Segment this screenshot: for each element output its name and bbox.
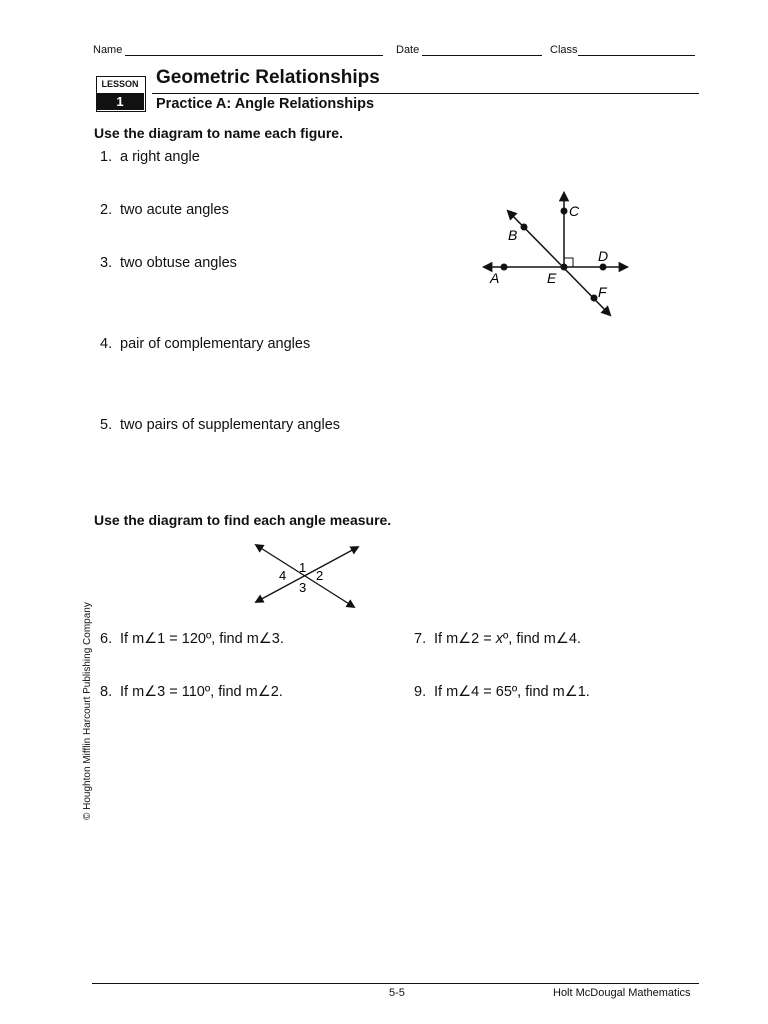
question-text-post: º, find m∠4.	[503, 631, 581, 647]
question-text: two pairs of supplementary angles	[120, 417, 341, 433]
angle-diagram-2	[248, 538, 363, 610]
name-label: Name	[93, 44, 123, 56]
question-text: If m∠3 = 110º, find m∠2.	[120, 684, 283, 700]
name-field	[93, 44, 383, 56]
question-number: 2.	[100, 202, 113, 218]
page-title: Geometric Relationships	[156, 67, 380, 88]
question-number: 9.	[414, 684, 427, 700]
section1-instruction: Use the diagram to name each figure.	[94, 125, 343, 141]
angle-label-3: 3	[299, 580, 307, 595]
question-text-pre: If m∠2 =	[434, 631, 496, 647]
question-text: two obtuse angles	[120, 255, 237, 271]
class-blank[interactable]	[578, 45, 695, 56]
label-e: E	[547, 270, 557, 286]
question-2	[100, 202, 229, 218]
angle-label-4: 4	[279, 568, 287, 583]
label-c: C	[569, 203, 580, 219]
question-number: 5.	[100, 417, 113, 433]
angle-label-1: 1	[299, 560, 307, 575]
question-number: 4.	[100, 336, 113, 352]
question-7	[414, 631, 581, 647]
question-number: 1.	[100, 149, 113, 165]
page-number: 5-5	[389, 987, 405, 999]
point-b	[521, 224, 528, 231]
class-label: Class	[550, 44, 578, 56]
point-d	[600, 264, 607, 271]
title-divider	[152, 93, 699, 94]
question-text: If m∠4 = 65º, find m∠1.	[434, 684, 590, 700]
label-a: A	[490, 270, 500, 286]
label-f: F	[598, 284, 607, 300]
angle-diagram-1	[470, 185, 640, 320]
question-9	[414, 684, 590, 700]
question-6	[100, 631, 284, 647]
point-a	[501, 264, 508, 271]
question-8	[100, 684, 283, 700]
date-label: Date	[396, 44, 420, 56]
question-var: x	[495, 631, 504, 647]
angle-label-2: 2	[316, 568, 324, 583]
question-4	[100, 336, 310, 352]
name-blank[interactable]	[125, 45, 383, 56]
label-b: B	[508, 227, 518, 243]
publisher-name: Holt McDougal Mathematics	[553, 987, 691, 999]
question-text: If m∠1 = 120º, find m∠3.	[120, 631, 284, 647]
page-subtitle: Practice A: Angle Relationships	[156, 96, 375, 112]
question-number: 3.	[100, 255, 113, 271]
question-3	[100, 255, 237, 271]
label-d: D	[598, 248, 609, 264]
class-field	[550, 44, 695, 56]
question-number: 6.	[100, 631, 113, 647]
date-blank[interactable]	[422, 45, 542, 56]
question-number: 8.	[100, 684, 113, 700]
date-field	[396, 44, 542, 56]
point-e	[561, 264, 568, 271]
question-text: a right angle	[120, 149, 200, 165]
lesson-word: LESSON	[101, 79, 139, 89]
question-text: pair of complementary angles	[120, 336, 311, 352]
footer-divider	[92, 983, 699, 984]
copyright-notice: © Houghton Mifflin Harcourt Publishing Company	[82, 602, 93, 820]
question-number: 7.	[414, 631, 427, 647]
section2-instruction: Use the diagram to find each angle measure.	[94, 512, 392, 528]
point-f	[591, 295, 598, 302]
point-c	[561, 208, 568, 215]
question-5	[100, 417, 340, 433]
question-text: two acute angles	[120, 202, 229, 218]
lesson-number: 1	[96, 93, 144, 110]
question-1	[100, 149, 200, 165]
